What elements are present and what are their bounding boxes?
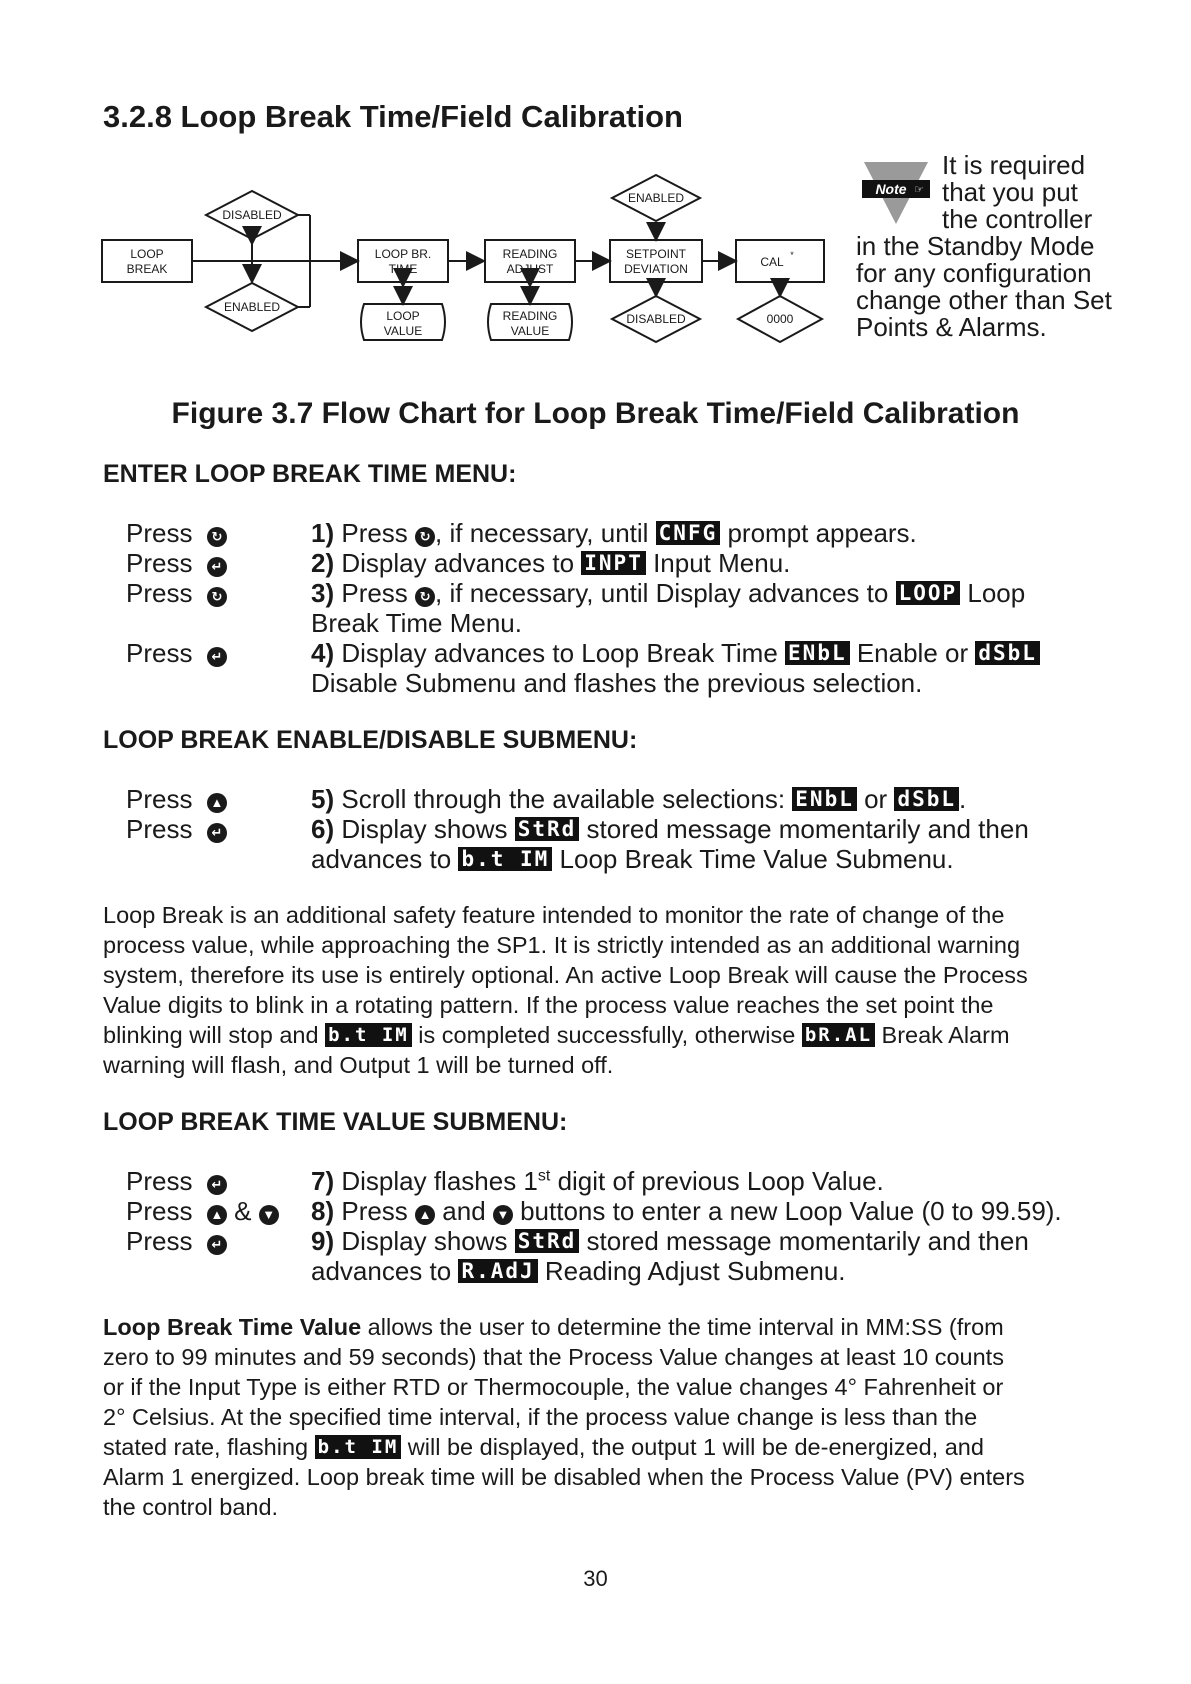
svg-text:VALUE: VALUE (383, 324, 423, 338)
up-button-icon: ▲ (207, 793, 227, 813)
svg-text:*: * (790, 250, 794, 260)
enter-button-icon: ↵ (207, 823, 227, 843)
svg-text:ENABLED: ENABLED (223, 300, 281, 314)
enter-button-icon: ↵ (207, 647, 227, 667)
svg-text:LOOP BR.: LOOP BR. (374, 247, 432, 261)
flowchart (100, 170, 840, 350)
down-button-icon: ▼ (493, 1205, 513, 1225)
lcd-btim: b.t IM (458, 847, 552, 871)
note-badge-label: Note (875, 181, 907, 197)
down-button-icon: ▼ (259, 1205, 279, 1225)
up-button-icon: ▲ (415, 1205, 435, 1225)
step-1: 1) Press ↻ , if necessary, until CNFG prompt appears. (311, 518, 917, 548)
lcd-enbl: ENbL (785, 641, 850, 665)
press-column-1: Press ↻ Press ↵ Press ↻ Press ↵ (126, 518, 227, 668)
page-number: 30 (583, 1566, 608, 1591)
scroll-button-icon: ↻ (207, 527, 227, 547)
svg-text:VALUE: VALUE (510, 324, 550, 338)
lcd-strd: StRd (515, 817, 580, 841)
svg-text:☞: ☞ (914, 184, 924, 196)
scroll-button-icon: ↻ (207, 587, 227, 607)
step-8: 8) Press ▲ and ▼ buttons to enter a new Loop Value (0 to 99.59). (311, 1196, 1062, 1226)
up-button-icon: ▲ (207, 1205, 227, 1225)
svg-text:TIME: TIME (388, 262, 418, 276)
step-5: 5) Scroll through the available selections: ENbL or dSbL . (311, 784, 967, 814)
step-9: 9) Display shows StRd stored message momentarily and then (311, 1226, 1029, 1256)
svg-text:DEVIATION: DEVIATION (624, 262, 688, 276)
svg-text:ENABLED: ENABLED (627, 191, 685, 205)
enter-button-icon: ↵ (207, 1175, 227, 1195)
lcd-inpt: INPT (581, 551, 646, 575)
figure-caption: Figure 3.7 Flow Chart for Loop Break Time/Field Calibration (171, 397, 1020, 430)
enter-button-icon: ↵ (207, 557, 227, 577)
step-3: 3) Press ↻ , if necessary, until Display advances to LOOP Loop (311, 578, 1026, 608)
step-7: 7) Display flashes 1st digit of previous Loop Value. (311, 1166, 884, 1196)
step-2: 2) Display advances to INPT Input Menu. (311, 548, 791, 578)
svg-text:READING: READING (502, 247, 558, 261)
section-enable-submenu: LOOP BREAK ENABLE/DISABLE SUBMENU: (103, 726, 638, 754)
step-4: 4) Display advances to Loop Break Time ENbL Enable or dSbL (311, 638, 1171, 668)
section-heading: 3.2.8 Loop Break Time/Field Calibration (103, 99, 683, 134)
svg-text:ADJUST: ADJUST (506, 262, 554, 276)
svg-text:READING: READING (502, 309, 558, 323)
svg-text:CAL: CAL (760, 255, 784, 269)
svg-text:LOOP: LOOP (386, 309, 420, 323)
steps-7-9: 7) Display flashes 1st digit of previous Loop Value. 8) Press ▲ and ▼ buttons to enter a new Loop Value (0 to 99.59). 9) Display shows StRd stored message momentarily and then advances to R.AdJ Reading Adjust Submenu. (311, 1166, 1181, 1286)
enter-button-icon: ↵ (207, 1235, 227, 1255)
loop-break-label-2: BREAK (126, 262, 168, 276)
press-column-3: Press ↵ Press ▲ & ▼ Press ↵ (126, 1166, 279, 1256)
lcd-cnfg: CNFG (656, 521, 721, 545)
paragraph-loop-break: Loop Break is an additional safety feature intended to monitor the rate of change of the process value, while approaching the SP1. It is strictly intended as an additional warning system, therefore its use is entirely optional. An active Loop Break will cause the Process Value digits to blink in a rotating pattern. If the process value reaches the set point the blinking will stop and b.t IM is completed successfully, otherwise bR.AL Break Alarm warning will flash, and Output 1 will be turned off. (103, 902, 1028, 1078)
press-column-2: Press ▲ Press ↵ (126, 784, 227, 844)
svg-text:DISABLED: DISABLED (626, 312, 686, 326)
step-6: 6) Display shows StRd stored message momentarily and then (311, 814, 1029, 844)
steps-5-6: 5) Scroll through the available selections: ENbL or dSbL . 6) Display shows StRd stored message momentarily and then advances to b.t IM Loop Break Time Value Submenu. (311, 784, 1171, 874)
note-text: It is required that you put the controller in the Standby Mode for any configuration change other than Set Points & Alarms. (856, 150, 1112, 342)
steps-1-4: 1) Press ↻ , if necessary, until CNFG prompt appears. 2) Display advances to INPT Input Menu. 3) Press ↻ , if necessary, until Display advances to LOOP Loop Break Time Menu. 4) Display advances to Loop Break Time ENbL Enable or dSbL Disable Submenu and flashes the previous selection. (311, 518, 1171, 698)
svg-text:SETPOINT: SETPOINT (625, 247, 687, 261)
svg-text:DISABLED: DISABLED (222, 208, 282, 222)
lcd-dsbl: dSbL (975, 641, 1040, 665)
lcd-bral: bR.AL (802, 1023, 875, 1047)
paragraph-time-value: Loop Break Time Value allows the user to determine the time interval in MM:SS (from zero to 99 minutes and 59 seconds) that the Process Value changes at least 10 counts or if the Input Type is either RTD or Thermocouple, the value changes 4° Fahrenheit or 2° Celsius. At the specified time interval, if the process value change is less than the stated rate, flashing b.t IM will be displayed, the output 1 will be de-energized, and Alarm 1 energized. Loop break time will be disabled when the Process Value (PV) enters the control band. (103, 1314, 1025, 1520)
loop-break-label-1: LOOP (130, 247, 164, 261)
lcd-radj: R.AdJ (458, 1259, 537, 1283)
lcd-loop: LOOP (896, 581, 961, 605)
svg-text:0000: 0000 (766, 312, 794, 326)
scroll-button-icon: ↻ (415, 527, 435, 547)
scroll-button-icon: ↻ (415, 587, 435, 607)
section-enter-menu: ENTER LOOP BREAK TIME MENU: (103, 460, 517, 488)
section-time-value-submenu: LOOP BREAK TIME VALUE SUBMENU: (103, 1108, 568, 1136)
